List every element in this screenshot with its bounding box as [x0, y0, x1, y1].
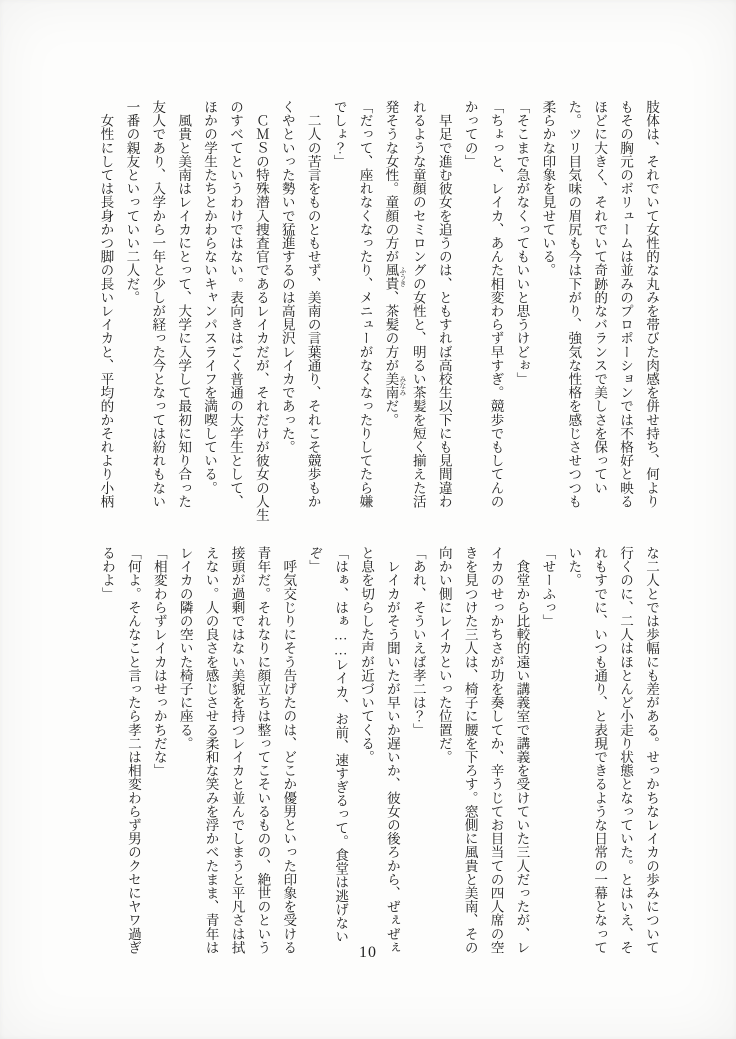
text-line: 肢体は、それでいて女性的な丸みを帯びた肉感を併せ持ち、何より — [644, 100, 659, 508]
text-block-lower — [94, 546, 664, 960]
text-line: と息を切らした声が近づいてくる。 — [359, 546, 375, 764]
text-line: 柔らかな印象を見せている。 — [540, 100, 556, 277]
text-line: た。ツリ目気味の眉尻も今は下がり、強気な性格を感じさせつつも — [566, 100, 582, 508]
text-line: のすべてというわけではない。表向きはごく普通の大学生として、 — [228, 100, 243, 508]
text-line: 「ちょっと、レイカ、あんた相変わらず早すぎ。競歩でもしてんの — [488, 100, 504, 508]
text-line: 「せーふっ」 — [540, 546, 556, 628]
ruby-annotated-name: 美南 みなみ — [383, 372, 405, 400]
text-line: レイカの隣の空いた椅子に座る。 — [177, 546, 193, 750]
text-line: 接頭が過剰ではない美貌を持つレイカと並んでしまうと平凡さは拭 — [229, 546, 245, 954]
text-line: イカのせっかちさが功を奏してか、辛うじてお目当ての四人席の空 — [488, 546, 504, 954]
text-line: いた。 — [566, 546, 582, 587]
text-line: れもすでに、いつも通り、と表現できるような日常の一幕となって — [592, 546, 608, 954]
text-line: 食堂から比較的遠い講義室で講義を受けていた三人だったが、レ — [514, 546, 530, 954]
text-line: るわよ」 — [99, 546, 115, 601]
text-line: 友人であり、入学から一年と少しが経った今となっては紛れもない — [150, 100, 166, 508]
text-line: かっての」 — [462, 100, 478, 168]
text-line: くやといった勢いで猛進するのは高見沢レイカであった。 — [279, 100, 295, 454]
text-line: 向かい側にレイカといった位置だ。 — [436, 546, 452, 764]
text-line: 「そこまで急がなくってもいいと思うけどぉ」 — [514, 100, 530, 386]
text-line: 青年だ。それなりに顔立ちは整ってこそいるものの、絶世のという — [255, 546, 271, 954]
text-line: ぞ」 — [307, 546, 323, 574]
text-line: 「何よ。そんなこと言ったら孝二は相変わらず男のクセにヤワ過ぎ — [125, 546, 141, 954]
text-line: 風貴と美南はレイカにとって、大学に入学して最初に知り合った — [176, 100, 192, 508]
text-line: 二人の苦言をものともせず、美南の言葉通り、それこそ競歩もか — [305, 100, 321, 508]
text-line: 女性にしては長身かつ脚の長いレイカと、平均的かそれより小柄 — [98, 100, 114, 508]
text-line: えない。人の良さを感じさせる柔和な笑みを浮かべたまま、青年は — [203, 546, 219, 954]
text-line: きを見つけた三人は、椅子に腰を下ろす。窓側に風貴と美南、その — [462, 546, 478, 954]
text-line: ほかの学生たちとかわらないキャンパスライフを満喫している。 — [202, 100, 218, 495]
text-line: ＣＭＳの特殊潜入捜査官であるレイカだが、それだけが彼女の人生 — [253, 100, 269, 522]
text-line: もその胸元のボリュームは並みのプロポーションでは不格好と映る — [618, 100, 634, 508]
ruby-annotated-name: 風貴 ふうき — [383, 263, 405, 291]
text-line: ほどに大きく、それでいて奇跡的なバランスで美しさを保ってい — [592, 100, 608, 495]
text-line: 呼気交じりにそう告げたのは、どこか優男といった印象を受ける — [281, 546, 297, 954]
text-line: な二人とでは歩幅にも差がある。せっかちなレイカの歩みについて — [644, 546, 659, 954]
text-line: 「はぁ、はぁ……レイカ、お前、速すぎるって。食堂は逃げない — [333, 546, 349, 944]
text-line: 「相変わらずレイカはせっかちだな」 — [151, 546, 167, 778]
text-line: 行くのに、二人はほとんど小走り状態となっていた。とはいえ、そ — [618, 546, 634, 954]
text-line: レイカがそう聞いたが早いか遅いか、彼女の後ろから、ぜぇぜぇ — [384, 546, 400, 954]
text-line: 早足で進む彼女を追うのは、ともすれば高校生以下にも見間違わ — [436, 100, 452, 508]
text-line: でしょ？」 — [331, 100, 347, 168]
text-line: 発そうな女性。童顔の方が風貴 ふうき、茶髪の方が美南 みなみだ。 — [383, 100, 405, 427]
text-line: 一番の親友といっていい二人だ。 — [124, 100, 140, 304]
page-number: 10 — [359, 944, 377, 961]
text-line: 「あれ、そういえば孝二は？」 — [410, 546, 426, 737]
text-line: 「だって、座れなくなったり、メニューがなくなったりしてたら嫌 — [357, 100, 373, 508]
text-block-upper — [93, 100, 664, 522]
text-line: れるような童顔のセミロングの女性と、明るい茶髪を短く揃えた活 — [410, 100, 426, 508]
